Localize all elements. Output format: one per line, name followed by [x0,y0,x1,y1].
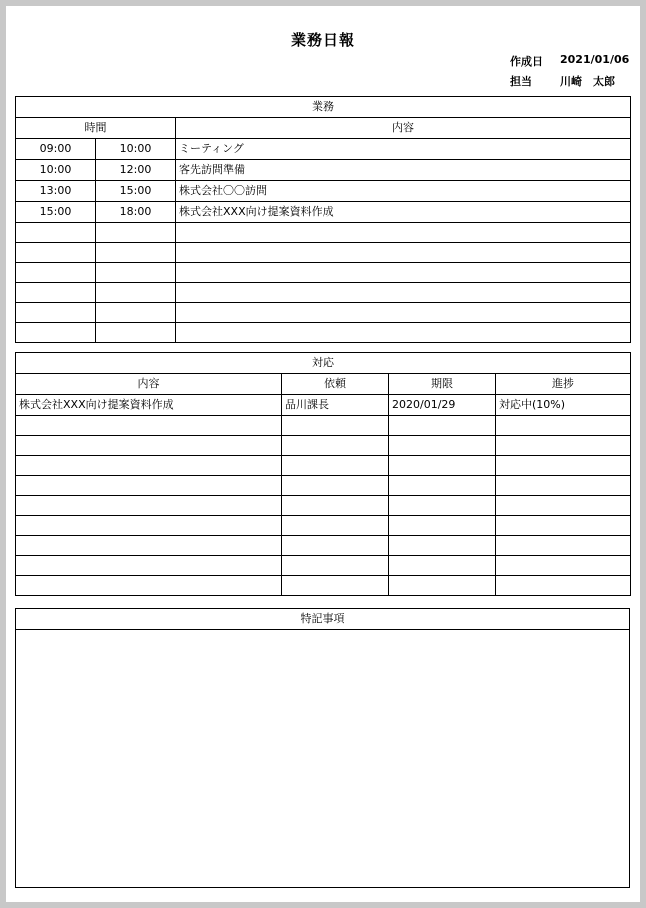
response-progress[interactable] [496,536,631,556]
task-row [16,303,631,323]
task-end-time[interactable] [96,323,176,343]
response-col-progress: 進捗 [496,374,631,395]
task-end-time[interactable] [96,303,176,323]
response-request[interactable] [282,456,389,476]
tasks-header-row [16,118,631,139]
response-request[interactable] [282,556,389,576]
task-start-time[interactable]: 10:00 [16,160,96,181]
task-end-time[interactable]: 15:00 [96,181,176,202]
task-start-time[interactable] [16,303,96,323]
response-content[interactable]: 株式会社XXX向け提案資料作成 [16,395,282,416]
response-deadline[interactable]: 2020/01/29 [389,395,496,416]
response-progress[interactable] [496,496,631,516]
notes-body-row [16,630,630,888]
response-progress[interactable] [496,436,631,456]
response-header-row [16,374,631,395]
response-request[interactable]: 品川課長 [282,395,389,416]
task-end-time[interactable] [96,243,176,263]
created-date: 2021/01/06 [560,53,630,66]
task-row [16,283,631,303]
response-col-content: 内容 [16,374,282,395]
page-title: 業務日報 [290,31,355,49]
response-deadline[interactable] [389,516,496,536]
notes-table [15,608,630,888]
response-progress[interactable]: 対応中(10%) [496,395,631,416]
response-request[interactable] [282,416,389,436]
response-deadline[interactable] [389,456,496,476]
response-table [15,352,631,596]
response-col-request: 依頼 [282,374,389,395]
task-start-time[interactable] [16,223,96,243]
task-content[interactable]: 株式会社XXX向け提案資料作成 [176,202,631,223]
task-end-time[interactable]: 10:00 [96,139,176,160]
response-deadline[interactable] [389,476,496,496]
response-progress[interactable] [496,576,631,596]
task-content[interactable] [176,263,631,283]
report-page [6,6,640,902]
response-section-row [16,353,631,374]
response-request[interactable] [282,516,389,536]
notes-header-row [16,609,630,630]
notes-section-title: 特記事項 [16,609,630,630]
owner-name: 川崎 太郎 [560,75,615,88]
task-row [16,323,631,343]
response-row [16,576,631,596]
response-request[interactable] [282,436,389,456]
response-content[interactable] [16,496,282,516]
response-deadline[interactable] [389,536,496,556]
tasks-section-row [16,97,631,118]
owner-label: 担当 [510,75,532,88]
task-row [16,202,631,223]
task-end-time[interactable]: 18:00 [96,202,176,223]
response-request[interactable] [282,536,389,556]
tasks-col-time: 時間 [16,118,176,139]
created-label: 作成日 [510,55,543,68]
response-progress[interactable] [496,476,631,496]
task-content[interactable] [176,323,631,343]
response-deadline[interactable] [389,576,496,596]
response-content[interactable] [16,436,282,456]
task-end-time[interactable] [96,263,176,283]
response-request[interactable] [282,576,389,596]
response-row [16,536,631,556]
task-row [16,223,631,243]
notes-body[interactable] [16,630,630,888]
task-start-time[interactable]: 09:00 [16,139,96,160]
task-start-time[interactable] [16,263,96,283]
response-deadline[interactable] [389,436,496,456]
response-content[interactable] [16,536,282,556]
response-progress[interactable] [496,456,631,476]
task-row [16,139,631,160]
task-content[interactable] [176,223,631,243]
response-row [16,395,631,416]
task-start-time[interactable]: 15:00 [16,202,96,223]
task-start-time[interactable] [16,323,96,343]
tasks-table [15,96,631,343]
response-content[interactable] [16,456,282,476]
response-deadline[interactable] [389,416,496,436]
response-row [16,416,631,436]
response-content[interactable] [16,556,282,576]
response-row [16,436,631,456]
task-row [16,243,631,263]
task-end-time[interactable]: 12:00 [96,160,176,181]
response-progress[interactable] [496,516,631,536]
response-content[interactable] [16,476,282,496]
task-content[interactable] [176,243,631,263]
task-start-time[interactable]: 13:00 [16,181,96,202]
task-content[interactable] [176,283,631,303]
task-end-time[interactable] [96,223,176,243]
task-row [16,263,631,283]
response-request[interactable] [282,476,389,496]
response-deadline[interactable] [389,496,496,516]
response-content[interactable] [16,516,282,536]
response-progress[interactable] [496,556,631,576]
response-section-title: 対応 [16,353,631,374]
task-end-time[interactable] [96,283,176,303]
tasks-col-content: 内容 [176,118,631,139]
task-row [16,160,631,181]
response-row [16,556,631,576]
response-col-deadline: 期限 [389,374,496,395]
task-content[interactable] [176,303,631,323]
response-row [16,476,631,496]
tasks-section-title: 業務 [16,97,631,118]
task-content[interactable]: 客先訪問準備 [176,160,631,181]
response-content[interactable] [16,416,282,436]
response-progress[interactable] [496,416,631,436]
response-content[interactable] [16,576,282,596]
task-start-time[interactable] [16,243,96,263]
task-row [16,181,631,202]
response-row [16,496,631,516]
response-row [16,456,631,476]
response-row [16,516,631,536]
task-content[interactable]: ミーティング [176,139,631,160]
response-deadline[interactable] [389,556,496,576]
task-content[interactable]: 株式会社〇〇訪問 [176,181,631,202]
task-start-time[interactable] [16,283,96,303]
response-request[interactable] [282,496,389,516]
